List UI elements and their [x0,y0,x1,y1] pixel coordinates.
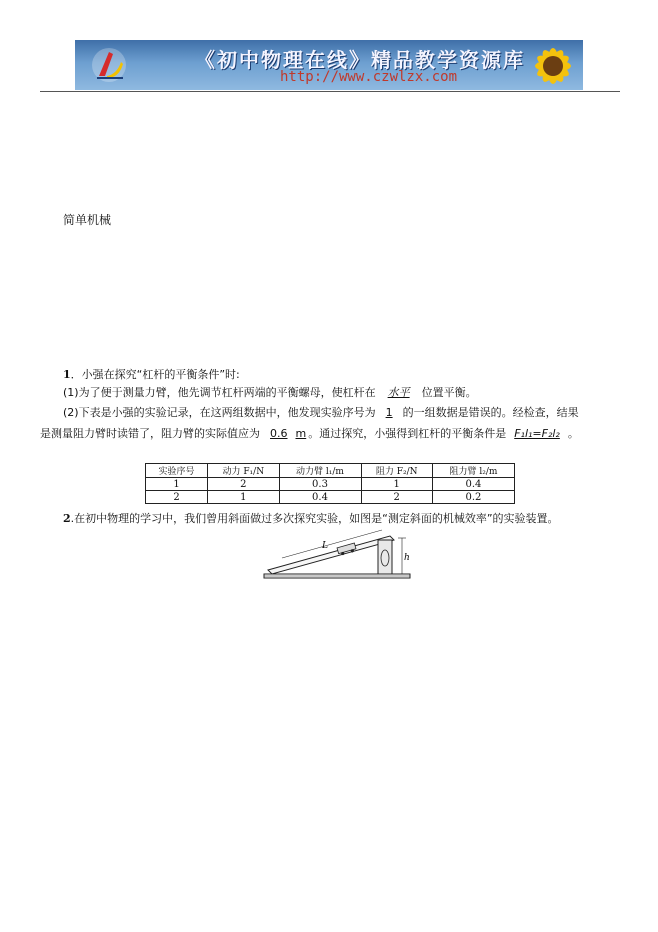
label-h: h [404,553,410,563]
q1-part1-tail: 位置平衡。 [421,386,477,399]
label-L: L [322,541,328,551]
table-cell: 2 [208,478,279,491]
table-cell: 0.4 [432,478,514,491]
q1-part1 [63,386,477,400]
q2-text [63,512,559,526]
table-header: 动力 F₁/N [208,464,279,478]
q1-part2-mid: 的一组数据是错误的。经检查，结果 [402,406,579,419]
table-header: 动力臂 l₁/m [279,464,361,478]
table-row [146,491,515,504]
q1-part2-line2-text: 是测量阻力臂时读错了，阻力臂的实际值应为 [40,427,260,440]
table-cell: 0.2 [432,491,514,504]
table-cell: 1 [146,478,208,491]
q1-answer-length: 0.6 [270,427,288,440]
table-header-row [146,464,515,478]
q1-stem [63,368,240,382]
table-cell: 0.3 [279,478,361,491]
table-header: 阻力臂 l₂/m [432,464,514,478]
q1-part2-line2-mid: 。通过探究，小强得到杠杆的平衡条件是 [308,427,507,440]
q1-number: 1 [63,368,71,381]
table-cell: 1 [208,491,279,504]
table-cell: 2 [361,491,432,504]
table-cell: 2 [146,491,208,504]
sunflower-icon [525,42,581,90]
table-row [146,478,515,491]
q1-part2-end: 。 [567,427,579,440]
q1-answer-condition: F₁l₁=F₂l₂ [514,427,560,440]
q1-answer-horizontal: 水平 [387,386,410,399]
q2-number: 2 [63,512,71,525]
q1-stem-text: ．小强在探究“杠杆的平衡条件”时: [70,368,240,381]
table-header: 实验序号 [146,464,208,478]
experiment-table [145,463,515,504]
q2-body: .在初中物理的学习中，我们曾用斜面做过多次探究实验，如图是“测定斜面的机械效率”的实验装置。 [70,512,559,525]
q1-answer-index: 1 [385,406,393,419]
inclined-plane-figure [262,528,412,580]
q1-part1-text: (1)为了便于测量力臂，他先调节杠杆两端的平衡螺母，使杠杆在 [63,386,376,399]
table-cell: 1 [361,478,432,491]
banner-url[interactable]: http://www.czwlzx.com [280,69,458,85]
q1-part2-text: (2)下表是小强的实验记录，在这两组数据中，他发现实验序号为 [63,406,376,419]
banner-title: 《初中物理在线》精品教学资源库 [195,48,525,72]
header-banner [75,40,583,90]
q1-answer-unit: m [295,427,307,440]
header-divider [40,91,620,92]
table-header: 阻力 F₂/N [361,464,432,478]
q1-part2-line1 [63,406,579,420]
table-cell: 0.4 [279,491,361,504]
q1-part2-line2 [40,427,579,441]
logo-icon [89,46,129,84]
section-title: 简单机械 [63,213,112,227]
